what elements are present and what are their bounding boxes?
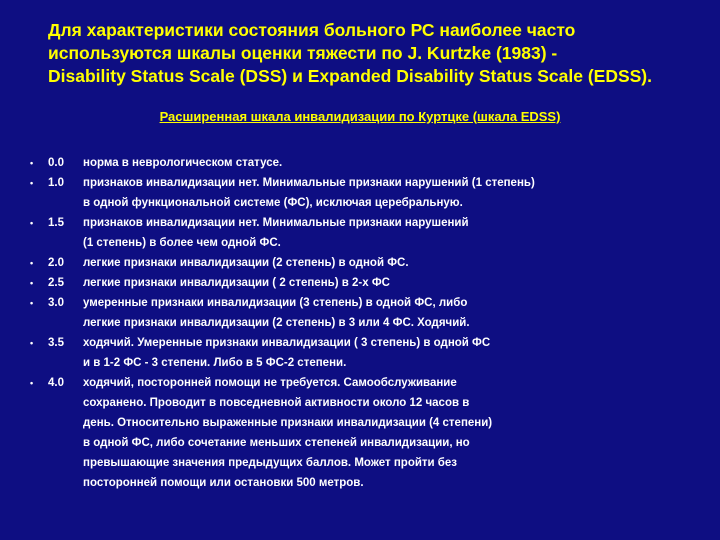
edss-score: 2.5: [48, 277, 64, 289]
edss-score: 1.0: [48, 177, 64, 189]
description-line: ходячий. Умеренные признаки инвалидизации ( 3 степень) в одной ФС: [83, 337, 491, 349]
slide-subtitle: Расширенная шкала инвалидизации по Куртцке (шкала EDSS): [159, 109, 561, 124]
edss-description: [83, 293, 703, 333]
bullet-icon: •: [30, 378, 34, 388]
edss-description: [83, 173, 703, 213]
edss-score: 4.0: [48, 377, 64, 389]
edss-description: [83, 153, 703, 173]
bullet-icon: •: [30, 278, 34, 288]
description-line: день. Относительно выраженные признаки инвалидизации (4 степени): [83, 417, 493, 429]
description-line: и в 1-2 ФС - 3 степени. Либо в 5 ФС-2 степени.: [83, 357, 347, 369]
description-line: посторонней помощи или остановки 500 метров.: [83, 477, 364, 489]
edss-score: 2.0: [48, 257, 64, 269]
edss-list-item: [0, 273, 720, 293]
edss-score: 1.5: [48, 217, 64, 229]
edss-description: [83, 333, 703, 373]
edss-list-item: [0, 373, 720, 493]
description-line: превышающие значения предыдущих баллов. Может пройти без: [83, 457, 458, 469]
bullet-icon: •: [30, 178, 34, 188]
description-line: сохранено. Проводит в повседневной активности около 12 часов в: [83, 397, 470, 409]
bullet-icon: •: [30, 218, 34, 228]
description-line: легкие признаки инвалидизации (2 степень) в одной ФС.: [83, 257, 409, 269]
edss-score: 0.0: [48, 157, 64, 169]
title-line: используются шкалы оценки тяжести по J. Kurtzke (1983) -: [48, 43, 558, 63]
edss-list-item: [0, 333, 720, 373]
edss-description: [83, 213, 703, 253]
edss-list-item: [0, 213, 720, 253]
description-line: легкие признаки инвалидизации (2 степень) в 3 или 4 ФС. Ходячий.: [83, 317, 470, 329]
description-line: легкие признаки инвалидизации ( 2 степень) в 2-х ФС: [83, 277, 390, 289]
bullet-icon: •: [30, 258, 34, 268]
description-line: умеренные признаки инвалидизации (3 степень) в одной ФС, либо: [83, 297, 468, 309]
edss-list-item: [0, 153, 720, 173]
description-line: (1 степень) в более чем одной ФС.: [83, 237, 281, 249]
title-line: Для характеристики состояния больного РС наиболее часто: [48, 20, 576, 40]
bullet-icon: •: [30, 338, 34, 348]
description-line: норма в неврологическом статусе.: [83, 157, 283, 169]
bullet-icon: •: [30, 158, 34, 168]
edss-score-list: [0, 153, 720, 493]
edss-list-item: [0, 293, 720, 333]
edss-score: 3.0: [48, 297, 64, 309]
description-line: признаков инвалидизации нет. Минимальные признаки нарушений (1 степень): [83, 177, 535, 189]
edss-description: [83, 253, 703, 273]
slide-title: [48, 19, 708, 88]
edss-list-item: [0, 253, 720, 273]
description-line: признаков инвалидизации нет. Минимальные признаки нарушений: [83, 217, 469, 229]
edss-list-item: [0, 173, 720, 213]
edss-description: [83, 273, 703, 293]
description-line: в одной функциональной системе (ФС), исключая церебральную.: [83, 197, 463, 209]
bullet-icon: •: [30, 298, 34, 308]
edss-score: 3.5: [48, 337, 64, 349]
description-line: ходячий, посторонней помощи не требуется. Самообслуживание: [83, 377, 457, 389]
edss-description: [83, 373, 703, 493]
title-line: Disability Status Scale (DSS) и Expanded Disability Status Scale (EDSS).: [48, 66, 652, 86]
description-line: в одной ФС, либо сочетание меньших степеней инвалидизации, но: [83, 437, 470, 449]
